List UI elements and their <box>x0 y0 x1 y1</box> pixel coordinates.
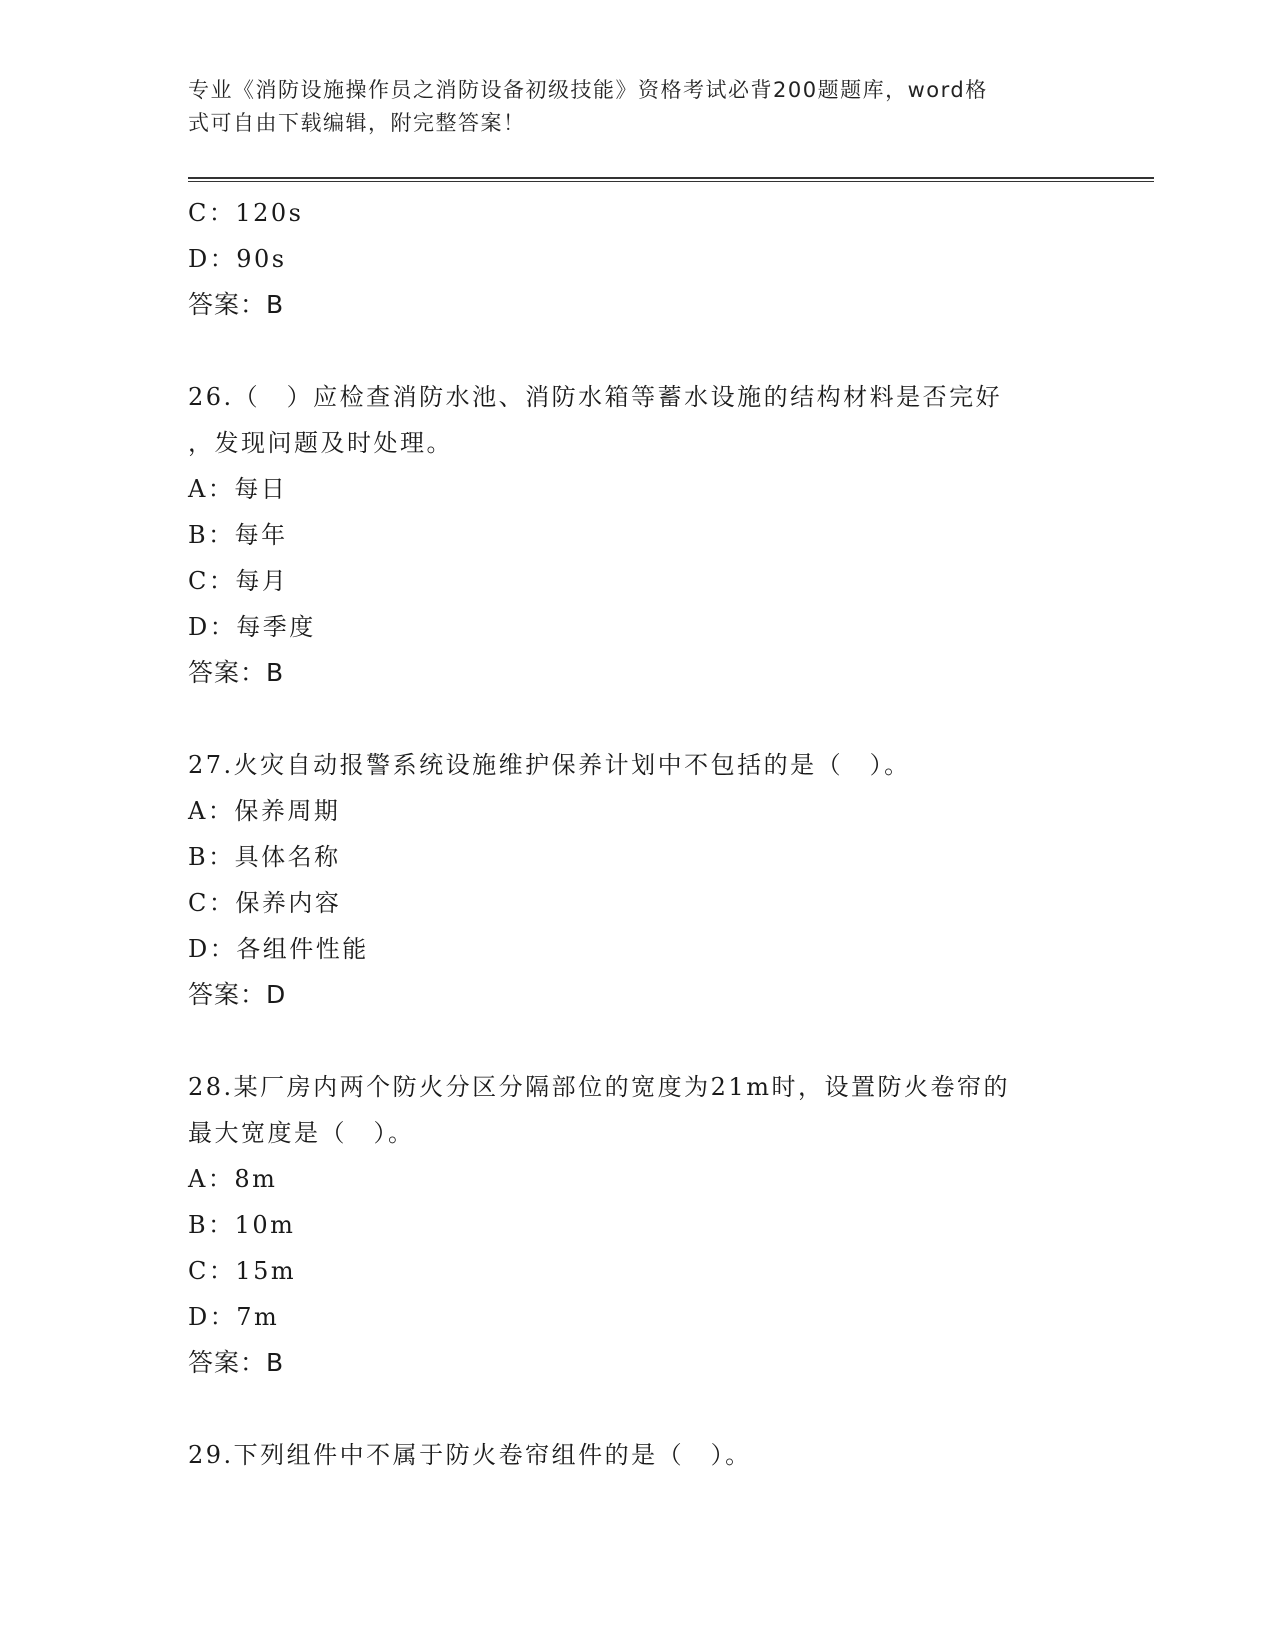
question-stem: 27.火灾自动报警系统设施维护保养计划中不包括的是（ ）。 <box>188 751 911 779</box>
question-26 <box>188 374 1088 696</box>
answer-line: 答案：B <box>188 1348 285 1377</box>
question-stem: 28.某厂房内两个防火分区分隔部位的宽度为21m时，设置防火卷帘的 <box>188 1073 1010 1101</box>
question-stem: 26.（ ）应检查消防水池、消防水箱等蓄水设施的结构材料是否完好 <box>188 383 1003 411</box>
page-header <box>188 74 1068 140</box>
question-29 <box>188 1432 1088 1478</box>
option-b: B：每年 <box>188 521 288 549</box>
answer-line: 答案：B <box>188 658 285 687</box>
answer-line: 答案：D <box>188 980 287 1009</box>
option-c: C：120s <box>188 199 304 227</box>
option-b: B：具体名称 <box>188 843 341 871</box>
option-c: C：保养内容 <box>188 889 342 917</box>
spacer <box>188 1018 1088 1064</box>
option-d: D：90s <box>188 245 287 273</box>
document-body <box>188 190 1088 1478</box>
question-28 <box>188 1064 1088 1386</box>
header-line-1: 专业《消防设施操作员之消防设备初级技能》资格考试必背200题题库，word格 <box>188 78 988 102</box>
header-line-2: 式可自由下载编辑，附完整答案！ <box>188 111 526 135</box>
question-stem-continued: 最大宽度是（ ）。 <box>188 1119 415 1147</box>
question-27 <box>188 742 1088 1018</box>
question-stem-continued: ，发现问题及时处理。 <box>188 429 453 457</box>
option-a: A：每日 <box>188 475 288 503</box>
spacer <box>188 328 1088 374</box>
header-divider <box>188 177 1154 182</box>
option-d: D：7m <box>188 1303 280 1331</box>
question-25-tail <box>188 190 1088 328</box>
question-stem: 29.下列组件中不属于防火卷帘组件的是（ ）。 <box>188 1441 752 1469</box>
option-b: B：10m <box>188 1211 296 1239</box>
spacer <box>188 696 1088 742</box>
option-d: D：各组件性能 <box>188 935 369 963</box>
option-a: A：保养周期 <box>188 797 341 825</box>
answer-line: 答案：B <box>188 290 285 319</box>
option-c: C：每月 <box>188 567 289 595</box>
spacer <box>188 1386 1088 1432</box>
option-d: D：每季度 <box>188 613 316 641</box>
option-c: C：15m <box>188 1257 297 1285</box>
option-a: A：8m <box>188 1165 278 1193</box>
